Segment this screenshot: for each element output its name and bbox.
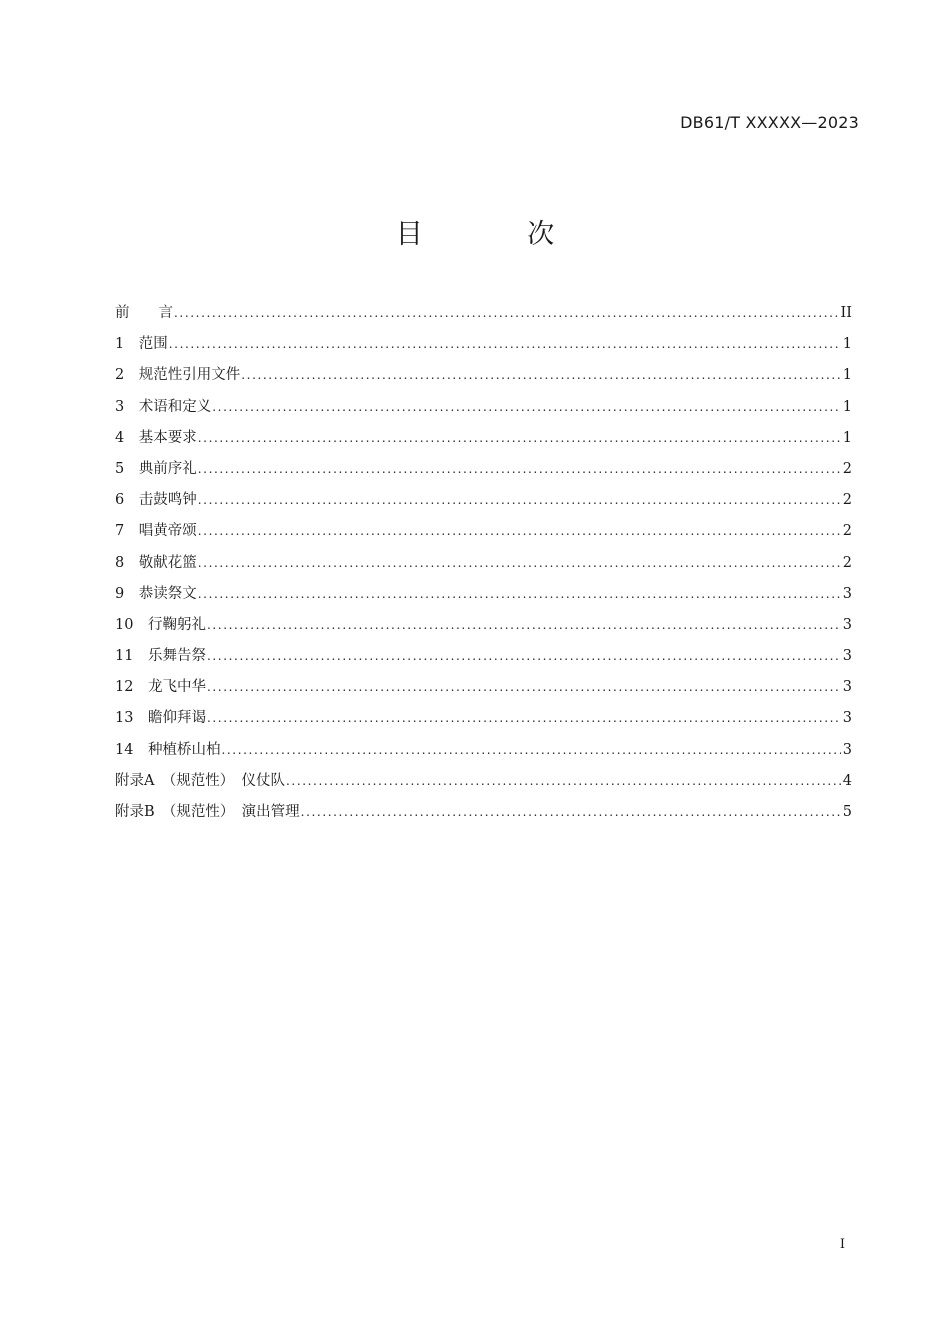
- toc-entry-scope[interactable]: [115, 329, 852, 360]
- toc-entry-page: II: [840, 305, 852, 321]
- toc-entry-page: 1: [842, 336, 852, 353]
- toc-entry-section-9[interactable]: [115, 579, 852, 610]
- toc-entry-page: 1: [842, 398, 852, 415]
- dot-leader: [241, 360, 841, 391]
- toc-entry-label: 3 术语和定义: [115, 398, 212, 415]
- toc-entry-page: 4: [842, 772, 852, 789]
- toc-entry-section-10[interactable]: [115, 610, 852, 641]
- dot-leader: [198, 516, 841, 547]
- toc-entry-label: 4 基本要求: [115, 429, 197, 446]
- toc-entry-label: 8 敬献花篮: [115, 554, 197, 571]
- dot-leader: [198, 454, 841, 485]
- page-number: I: [839, 1237, 845, 1252]
- toc-entry-page: 2: [842, 460, 852, 477]
- dot-leader: [207, 641, 841, 672]
- toc-entry-label: 14 种植桥山柏: [115, 741, 221, 758]
- toc-entry-label: 7 唱黄帝颂: [115, 523, 197, 540]
- toc-entry-foreword[interactable]: [115, 298, 852, 329]
- dot-leader: [198, 423, 841, 454]
- dot-leader: [212, 392, 841, 423]
- toc-entry-section-14[interactable]: [115, 735, 852, 766]
- toc-entry-page: 3: [842, 741, 852, 758]
- toc-entry-section-12[interactable]: [115, 672, 852, 703]
- toc-entry-section-7[interactable]: [115, 516, 852, 547]
- dot-leader: [221, 735, 840, 766]
- toc-entry-label: 5 典前序礼: [115, 460, 197, 477]
- toc-entry-label: 9 恭读祭文: [115, 585, 197, 602]
- toc-entry-section-8[interactable]: [115, 548, 852, 579]
- toc-entry-page: 2: [842, 554, 852, 571]
- toc-entry-section-13[interactable]: [115, 703, 852, 734]
- dot-leader: [207, 703, 841, 734]
- toc-entry-label: 附录B （规范性） 演出管理: [115, 804, 300, 820]
- toc-entry-label: 附录A （规范性） 仪仗队: [115, 772, 285, 789]
- dot-leader: [286, 766, 841, 797]
- toc-entry-page: 1: [842, 367, 852, 384]
- toc-entry-page: 3: [842, 648, 852, 665]
- toc-entry-label: 2 规范性引用文件: [115, 367, 241, 384]
- toc-entry-page: 5: [842, 804, 852, 820]
- toc-entry-page: 3: [842, 585, 852, 602]
- toc-entry-page: 3: [842, 710, 852, 727]
- toc-entry-label: 6 击鼓鸣钟: [115, 492, 197, 509]
- toc-entry-appendix-a[interactable]: [115, 766, 852, 797]
- table-of-contents: [115, 298, 852, 828]
- document-code: DB61/T XXXXX—2023: [680, 113, 859, 132]
- toc-entry-appendix-b[interactable]: [115, 797, 852, 828]
- toc-entry-label: 前 言: [115, 305, 173, 321]
- dot-leader: [207, 610, 841, 641]
- dot-leader: [198, 485, 841, 516]
- toc-entry-basic-requirements[interactable]: [115, 423, 852, 454]
- toc-entry-label: 10 行鞠躬礼: [115, 616, 206, 633]
- toc-entry-page: 2: [842, 523, 852, 540]
- dot-leader: [169, 329, 841, 360]
- toc-entry-terms[interactable]: [115, 392, 852, 423]
- toc-entry-section-6[interactable]: [115, 485, 852, 516]
- dot-leader: [174, 298, 839, 329]
- toc-entry-page: 1: [842, 429, 852, 446]
- dot-leader: [198, 548, 841, 579]
- toc-entry-label: 13 瞻仰拜谒: [115, 710, 206, 727]
- toc-entry-page: 3: [842, 616, 852, 633]
- dot-leader: [198, 579, 841, 610]
- toc-entry-section-11[interactable]: [115, 641, 852, 672]
- toc-entry-page: 2: [842, 492, 852, 509]
- toc-entry-label: 12 龙飞中华: [115, 679, 206, 696]
- toc-entry-label: 11 乐舞告祭: [115, 648, 206, 665]
- toc-title: 目 次: [395, 219, 603, 250]
- toc-entry-normative-references[interactable]: [115, 360, 852, 391]
- toc-entry-page: 3: [842, 679, 852, 696]
- toc-entry-label: 1 范围: [115, 336, 168, 353]
- toc-entry-section-5[interactable]: [115, 454, 852, 485]
- dot-leader: [207, 672, 841, 703]
- dot-leader: [301, 797, 841, 828]
